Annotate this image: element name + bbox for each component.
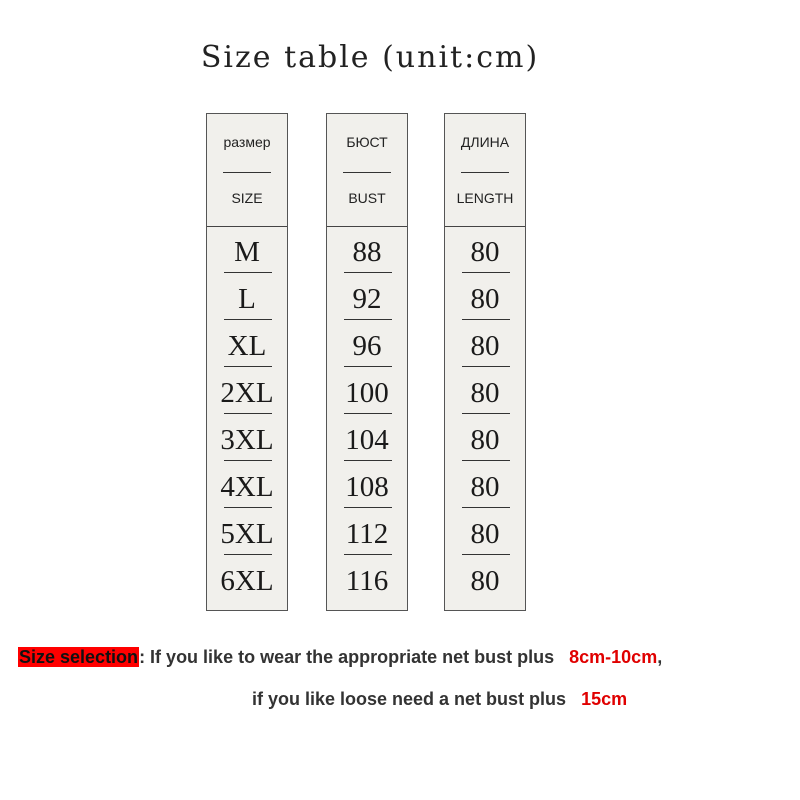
column-header-border (445, 226, 525, 227)
size-cell: 4XL (207, 467, 287, 514)
size-cell: 2XL (207, 373, 287, 420)
bust-header-russian: БЮСТ (346, 134, 388, 150)
size-cell: 5XL (207, 514, 287, 561)
bust-cell: 88 (327, 232, 407, 279)
size-cell: 3XL (207, 420, 287, 467)
size-values (207, 232, 287, 608)
length-cell: 80 (445, 232, 525, 279)
size-cell: 6XL (220, 565, 274, 597)
size-cell: M (207, 232, 287, 279)
bust-header-english: BUST (348, 190, 386, 206)
header-divider-line (461, 172, 509, 173)
size-header-russian: размер (223, 134, 271, 150)
length-cell: 80 (445, 514, 525, 561)
size-cell: XL (207, 326, 287, 373)
length-cell: 80 (445, 467, 525, 514)
bust-cell: 92 (327, 279, 407, 326)
size-selection-text: : If you like to wear the appropriate net bust plus (139, 647, 555, 667)
bust-cell: 108 (327, 467, 407, 514)
header-divider-line (223, 172, 271, 173)
bust-cell: 100 (327, 373, 407, 420)
bust-column (326, 113, 408, 611)
bust-cell: 96 (327, 326, 407, 373)
length-cell: 80 (445, 326, 525, 373)
length-cell: 80 (445, 373, 525, 420)
length-header-english: LENGTH (456, 190, 514, 206)
loose-fit-text: if you like loose need a net bust plus (252, 689, 567, 709)
bust-values (327, 232, 407, 608)
size-selection-comma: , (657, 647, 663, 667)
header-divider-line (343, 172, 391, 173)
loose-fit-highlight: 15cm (581, 689, 628, 709)
column-header-border (207, 226, 287, 227)
bust-cell: 104 (327, 420, 407, 467)
size-selection-highlight: 8cm-10cm (569, 647, 658, 667)
column-header-border (327, 226, 407, 227)
size-column-header (207, 114, 287, 226)
bust-column-header (327, 114, 407, 226)
size-header-english: SIZE (231, 190, 263, 206)
length-cell: 80 (445, 420, 525, 467)
length-header-russian: ДЛИНА (460, 134, 510, 150)
size-table-title: Size table (unit:cm) (200, 40, 540, 75)
loose-fit-note (252, 689, 627, 710)
bust-cell: 116 (345, 565, 389, 597)
length-values (445, 232, 525, 608)
size-column (206, 113, 288, 611)
length-column-header (445, 114, 525, 226)
length-cell: 80 (470, 565, 500, 597)
size-cell: L (207, 279, 287, 326)
length-cell: 80 (445, 279, 525, 326)
length-column (444, 113, 526, 611)
size-selection-note (18, 647, 662, 668)
bust-cell: 112 (327, 514, 407, 561)
size-selection-label: Size selection (19, 647, 139, 667)
